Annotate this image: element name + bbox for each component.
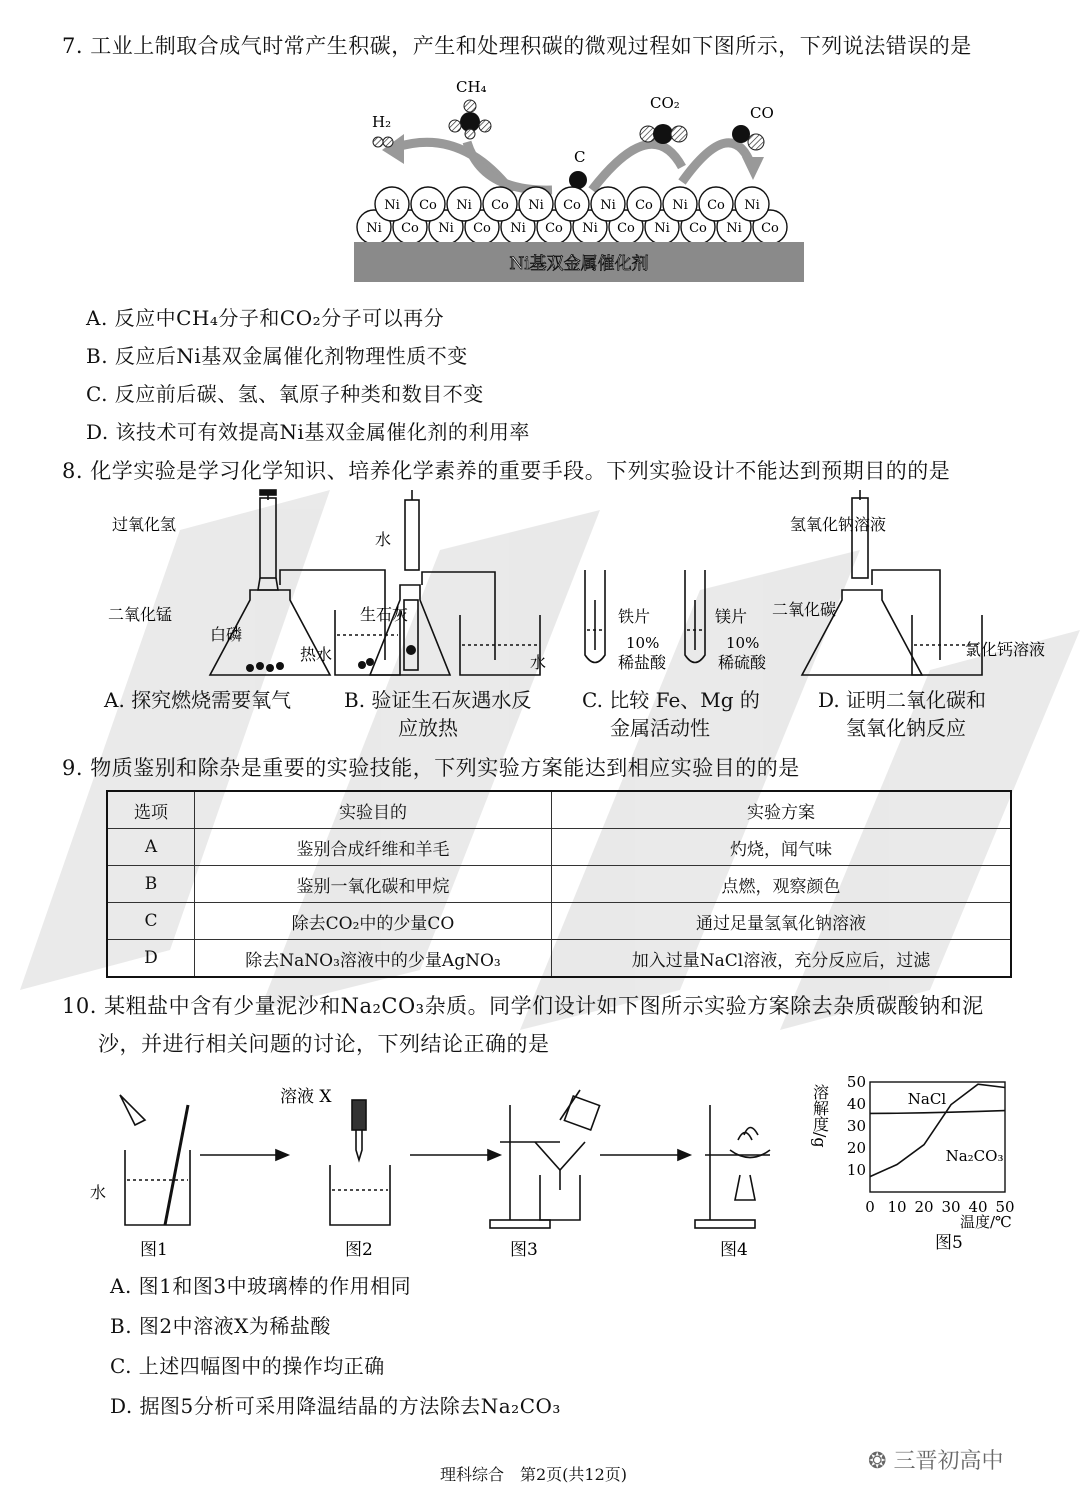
cell: 鉴别合成纤维和羊毛 (195, 829, 552, 866)
header-purpose: 实验目的 (195, 791, 552, 829)
catalyst-atom-label: Co (689, 221, 707, 236)
solution-x-label: 溶液 X (280, 1087, 332, 1107)
y-tick-label: 20 (846, 1139, 866, 1157)
cell: 除去CO₂中的少量CO (195, 903, 552, 940)
chart-xlabel: 温度/℃ (960, 1213, 1012, 1231)
x-tick-label: 40 (968, 1198, 988, 1216)
wechat-icon: ❂ (868, 1449, 887, 1474)
q10-apparatus-figure (90, 1080, 850, 1260)
y-tick-label: 40 (846, 1095, 866, 1113)
cell: 除去NaNO₃溶液中的少量AgNO₃ (195, 940, 552, 978)
catalyst-atom-label: Ni (672, 198, 688, 213)
q8-caption-b1: B. 验证生石灰遇水反 (344, 688, 532, 712)
a-water-label: 热水 (300, 645, 333, 664)
table-row (107, 829, 1011, 866)
b-water2-label: 水 (530, 653, 547, 672)
water-label: 水 (90, 1183, 107, 1202)
catalyst-atom-label: Co (473, 221, 491, 236)
table-row (107, 903, 1011, 940)
header-plan: 实验方案 (552, 791, 1012, 829)
fig2-label: 图2 (345, 1240, 373, 1260)
catalyst-atom-label: Co (761, 221, 779, 236)
q8-stem: 8. 化学实验是学习化学知识、培养化学素养的重要手段。下列实验设计不能达到预期目的的是 (62, 459, 951, 483)
cell: D (107, 940, 195, 978)
q8-figure (100, 490, 1046, 690)
catalyst-atom-label: Co (545, 221, 563, 236)
x-tick-label: 0 (865, 1198, 875, 1216)
table-row (107, 866, 1011, 903)
cell: A (107, 829, 195, 866)
catalyst-atom-label: Ni (438, 221, 454, 236)
cell: 鉴别一氧化碳和甲烷 (195, 866, 552, 903)
q10-option-d: D. 据图5分析可采用降温结晶的方法除去Na₂CO₃ (110, 1394, 561, 1418)
co-label: CO (750, 104, 774, 122)
y-tick-label: 50 (846, 1073, 866, 1091)
catalyst-atom-label: Ni (726, 221, 742, 236)
a-h2o2-label: 过氧化氢 (112, 515, 177, 534)
brand-watermark (868, 1444, 1003, 1475)
q8-caption-c2: 金属活动性 (610, 716, 710, 740)
catalyst-atom-label: Ni (456, 198, 472, 213)
q8-caption-a: A. 探究燃烧需要氧气 (104, 688, 292, 712)
brand-label: 三晋初高中 (893, 1449, 1004, 1474)
x-tick-label: 10 (887, 1198, 907, 1216)
q8-caption-b2: 应放热 (398, 716, 458, 740)
a-p-label: 白磷 (210, 625, 243, 644)
c-hcl-pct: 10% (626, 634, 660, 652)
chart-ylabel: 溶解度/g (810, 1084, 830, 1148)
q8-caption-d2: 氢氧化钠反应 (846, 716, 966, 740)
a-mno2-label: 二氧化锰 (108, 605, 173, 624)
cell: 通过足量氢氧化钠溶液 (552, 903, 1012, 940)
cell: 灼烧，闻气味 (552, 829, 1012, 866)
fig1-label: 图1 (140, 1240, 168, 1260)
x-tick-label: 50 (995, 1198, 1015, 1216)
page-footer: 理科综合 第2页(共12页) (440, 1465, 628, 1484)
catalyst-atom-label: Co (401, 221, 419, 236)
d-co2-label: 二氧化碳 (772, 600, 837, 619)
d-cacl2-label: 氯化钙溶液 (965, 640, 1046, 659)
catalyst-atom-label: Co (617, 221, 635, 236)
c-h2so4-pct: 10% (726, 634, 760, 652)
q7-option-c: C. 反应前后碳、氢、氧原子种类和数目不变 (86, 382, 484, 406)
co2-label: CO₂ (650, 94, 680, 112)
x-tick-label: 20 (914, 1198, 934, 1216)
catalyst-atom-label: Ni (366, 221, 382, 236)
q7-option-d: D. 该技术可有效提高Ni基双金属催化剂的利用率 (86, 420, 530, 444)
cell: C (107, 903, 195, 940)
series-label-na2co3: Na₂CO₃ (945, 1147, 1004, 1166)
catalyst-atom-label: Ni (384, 198, 400, 213)
catalyst-label: Ni基双金属催化剂 (509, 254, 649, 274)
series-line-0 (870, 1111, 1005, 1114)
c-mg-label: 镁片 (715, 607, 748, 626)
q9-table (106, 790, 1012, 978)
q7-option-a: A. 反应中CH₄分子和CO₂分子可以再分 (86, 306, 445, 330)
q9-stem: 9. 物质鉴别和除杂是重要的实验技能，下列实验方案能达到相应实验目的的是 (62, 756, 800, 780)
catalyst-atom-label: Co (635, 198, 653, 213)
q7-stem: 7. 工业上制取合成气时常产生积碳，产生和处理积碳的微观过程如下图所示，下列说法错误的是 (62, 34, 972, 58)
h2-label: H₂ (372, 113, 392, 131)
q8-caption-d1: D. 证明二氧化碳和 (818, 688, 987, 712)
c-label: C (574, 148, 586, 166)
table-row (107, 940, 1011, 978)
catalyst-atom-label: Ni (528, 198, 544, 213)
b-lime-label: 生石灰 (360, 605, 409, 624)
q7-figure (352, 72, 812, 292)
table-header-row (107, 791, 1011, 829)
fig3-label: 图3 (510, 1240, 538, 1260)
q7-option-b: B. 反应后Ni基双金属催化剂物理性质不变 (86, 344, 468, 368)
c-h2so4-label: 稀硫酸 (718, 653, 767, 672)
catalyst-atom-label: Ni (744, 198, 760, 213)
q10-option-a: A. 图1和图3中玻璃棒的作用相同 (110, 1274, 412, 1298)
b-water-label: 水 (375, 530, 392, 549)
x-tick-label: 30 (941, 1198, 961, 1216)
catalyst-atom-label: Co (563, 198, 581, 213)
catalyst-atom-label: Ni (510, 221, 526, 236)
fig4-label: 图4 (720, 1240, 748, 1260)
d-naoh-label: 氢氧化钠溶液 (790, 515, 887, 534)
y-tick-label: 30 (846, 1117, 866, 1135)
fig5-label: 图5 (935, 1233, 963, 1253)
q10-stem-line1: 10. 某粗盐中含有少量泥沙和Na₂CO₃杂质。同学们设计如下图所示实验方案除去杂质碳酸钠和泥 (62, 994, 984, 1018)
c-hcl-label: 稀盐酸 (618, 653, 667, 672)
cell: B (107, 866, 195, 903)
cell: 加入过量NaCl溶液，充分反应后，过滤 (552, 940, 1012, 978)
header-option: 选项 (107, 791, 195, 829)
c-fe-label: 铁片 (618, 607, 651, 626)
solubility-chart (810, 1062, 1035, 1262)
ch4-label: CH₄ (456, 78, 487, 96)
q10-stem-line2: 沙，并进行相关问题的讨论，下列结论正确的是 (98, 1032, 550, 1056)
catalyst-atom-label: Ni (600, 198, 616, 213)
q8-caption-c1: C. 比较 Fe、Mg 的 (582, 688, 760, 712)
catalyst-atom-label: Co (491, 198, 509, 213)
series-label-nacl: NaCl (907, 1090, 947, 1108)
y-tick-label: 10 (846, 1161, 866, 1179)
q10-option-c: C. 上述四幅图中的操作均正确 (110, 1354, 385, 1378)
catalyst-atom-label: Ni (582, 221, 598, 236)
cell: 点燃，观察颜色 (552, 866, 1012, 903)
catalyst-atom-label: Ni (654, 221, 670, 236)
catalyst-atom-label: Co (419, 198, 437, 213)
q10-option-b: B. 图2中溶液X为稀盐酸 (110, 1314, 331, 1338)
catalyst-atom-label: Co (707, 198, 725, 213)
